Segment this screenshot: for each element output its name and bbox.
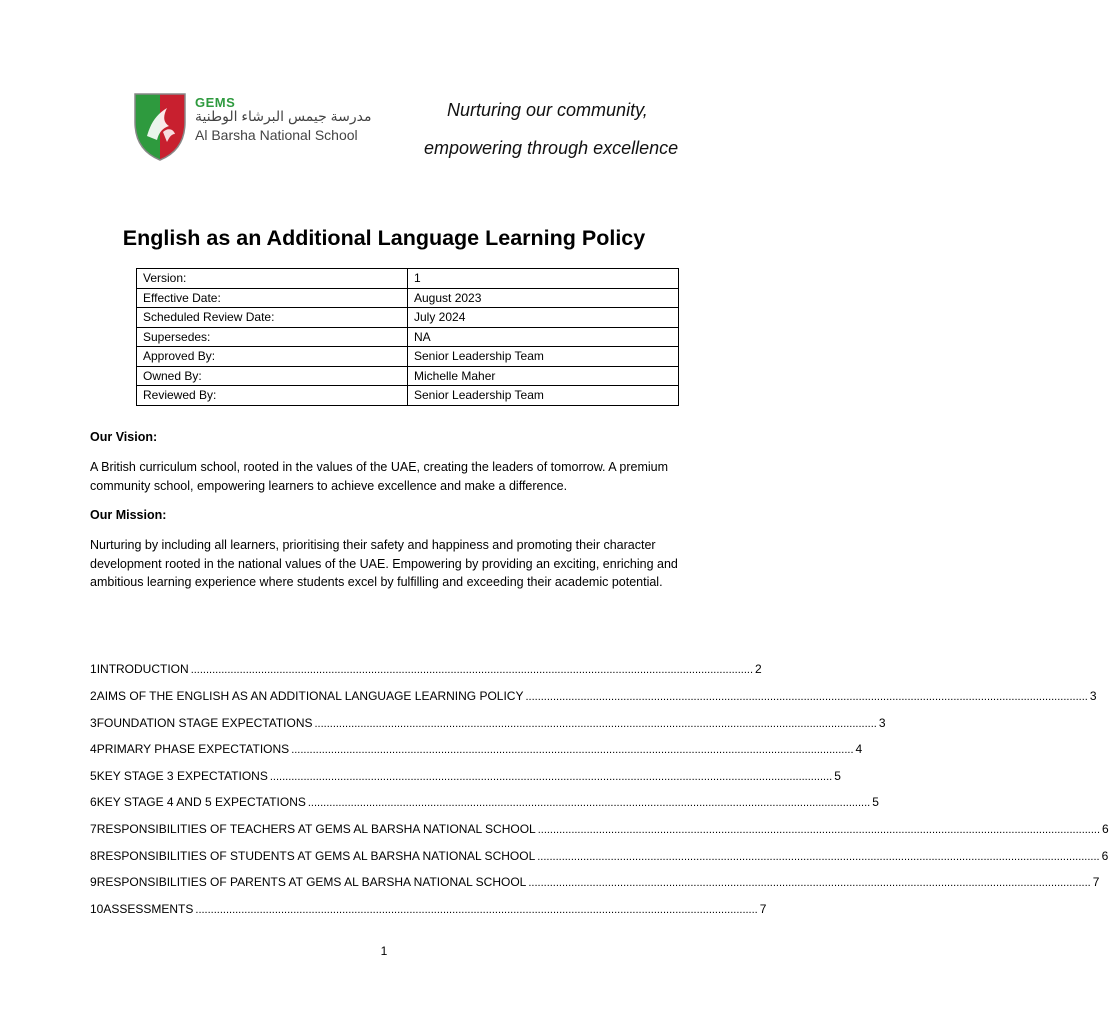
toc-page: 3	[1089, 689, 1097, 703]
toc-entry[interactable]	[90, 769, 841, 785]
toc-leader: ........................................................................................................................................................................................	[525, 691, 1088, 703]
table-row	[137, 347, 679, 367]
toc-leader: ........................................................................................................................................................................................	[314, 718, 877, 730]
toc-page: 2	[755, 662, 762, 676]
meta-label: Version:	[137, 269, 408, 289]
toc-number: 1	[90, 662, 97, 676]
shield-icon	[133, 92, 187, 162]
meta-label: Owned By:	[137, 366, 408, 386]
table-row	[137, 308, 679, 328]
toc-leader: ........................................................................................................................................................................................	[190, 664, 754, 676]
toc-leader: ........................................................................................................................................................................................	[537, 824, 1101, 836]
toc-entry[interactable]	[90, 795, 879, 811]
document-title: English as an Additional Language Learning Policy	[122, 226, 646, 250]
toc-label: RESPONSIBILITIES OF TEACHERS AT GEMS AL BARSHA NATIONAL SCHOOL	[96, 822, 536, 836]
table-row	[137, 327, 679, 347]
toc-entry[interactable]	[90, 716, 886, 732]
toc-page: 5	[834, 769, 841, 783]
toc-page: 6	[1102, 822, 1109, 836]
meta-value: July 2024	[408, 308, 679, 328]
meta-value: 1	[408, 269, 679, 289]
toc-entry[interactable]	[90, 822, 1109, 838]
toc-number: 4	[90, 742, 97, 756]
toc-label: KEY STAGE 4 AND 5 EXPECTATIONS	[96, 795, 306, 809]
toc-leader: ........................................................................................................................................................................................	[537, 851, 1100, 863]
mission-text: Nurturing by including all learners, prioritising their safety and happiness and promoting their character development rooted in the national values of the UAE. Empowering by providing an exciting, enriching and ambitious learning experience where students excel by fulfilling and exceeding their academic potential.	[90, 538, 678, 589]
toc-leader: ........................................................................................................................................................................................	[291, 744, 854, 756]
toc-number: 3	[90, 716, 97, 730]
meta-value: August 2023	[408, 288, 679, 308]
policy-meta-table	[136, 268, 679, 406]
toc-entry[interactable]	[90, 742, 863, 758]
toc-leader: ........................................................................................................................................................................................	[269, 771, 833, 783]
toc-page: 4	[855, 742, 863, 756]
school-name: Al Barsha National School	[195, 127, 358, 143]
tagline-line-1: Nurturing our community,	[447, 100, 648, 120]
toc-leader: ........................................................................................................................................................................................	[195, 904, 758, 916]
toc-label: PRIMARY PHASE EXPECTATIONS	[96, 742, 290, 756]
toc-entry[interactable]	[90, 689, 1097, 705]
meta-label: Approved By:	[137, 347, 408, 367]
toc-entry[interactable]	[90, 902, 767, 918]
toc-number: 5	[90, 769, 97, 783]
meta-value: NA	[408, 327, 679, 347]
toc-number: 6	[90, 795, 97, 809]
school-logo	[133, 92, 372, 164]
tagline-line-2: empowering through excellence	[424, 138, 679, 158]
toc-entry[interactable]	[90, 875, 1100, 891]
toc-leader: ........................................................................................................................................................................................	[528, 877, 1091, 889]
toc-number: 9	[90, 875, 97, 889]
table-row	[137, 386, 679, 406]
table-row	[137, 288, 679, 308]
arabic-school-name: مدرسة جيمس البرشاء الوطنية	[195, 108, 372, 124]
toc-label: FOUNDATION STAGE EXPECTATIONS	[96, 716, 313, 730]
toc-leader: ........................................................................................................................................................................................	[307, 797, 871, 809]
table-row	[137, 269, 679, 289]
toc-number: 8	[90, 849, 97, 863]
vision-text: A British curriculum school, rooted in the values of the UAE, creating the leaders of tomorrow. A premium community school, empowering learners to achieve excellence and make a difference.	[90, 460, 669, 493]
toc-entry[interactable]	[90, 849, 1109, 865]
toc-label: ASSESSMENTS	[103, 902, 194, 916]
meta-value: Michelle Maher	[408, 366, 679, 386]
toc-page: 5	[872, 795, 879, 809]
meta-label: Scheduled Review Date:	[137, 308, 408, 328]
toc-label: KEY STAGE 3 EXPECTATIONS	[96, 769, 268, 783]
page-number: 1	[380, 944, 388, 958]
toc-label: RESPONSIBILITIES OF PARENTS AT GEMS AL BARSHA NATIONAL SCHOOL	[96, 875, 527, 889]
mission-heading: Our Mission:	[90, 508, 167, 522]
meta-value: Senior Leadership Team	[408, 347, 679, 367]
toc-page: 3	[878, 716, 886, 730]
toc-number: 10	[90, 902, 104, 916]
vision-heading: Our Vision:	[90, 430, 158, 444]
toc-page: 6	[1101, 849, 1109, 863]
meta-label: Reviewed By:	[137, 386, 408, 406]
toc-label: INTRODUCTION	[96, 662, 189, 676]
meta-label: Supersedes:	[137, 327, 408, 347]
toc-number: 2	[90, 689, 97, 703]
toc-label: RESPONSIBILITIES OF STUDENTS AT GEMS AL BARSHA NATIONAL SCHOOL	[96, 849, 536, 863]
toc-number: 7	[90, 822, 97, 836]
toc-page: 7	[1092, 875, 1100, 889]
toc-entry[interactable]	[90, 662, 762, 678]
meta-value: Senior Leadership Team	[408, 386, 679, 406]
toc-label: AIMS OF THE ENGLISH AS AN ADDITIONAL LANGUAGE LEARNING POLICY	[96, 689, 524, 703]
brand-name: GEMS	[195, 95, 236, 110]
meta-label: Effective Date:	[137, 288, 408, 308]
table-row	[137, 366, 679, 386]
toc-page: 7	[759, 902, 767, 916]
